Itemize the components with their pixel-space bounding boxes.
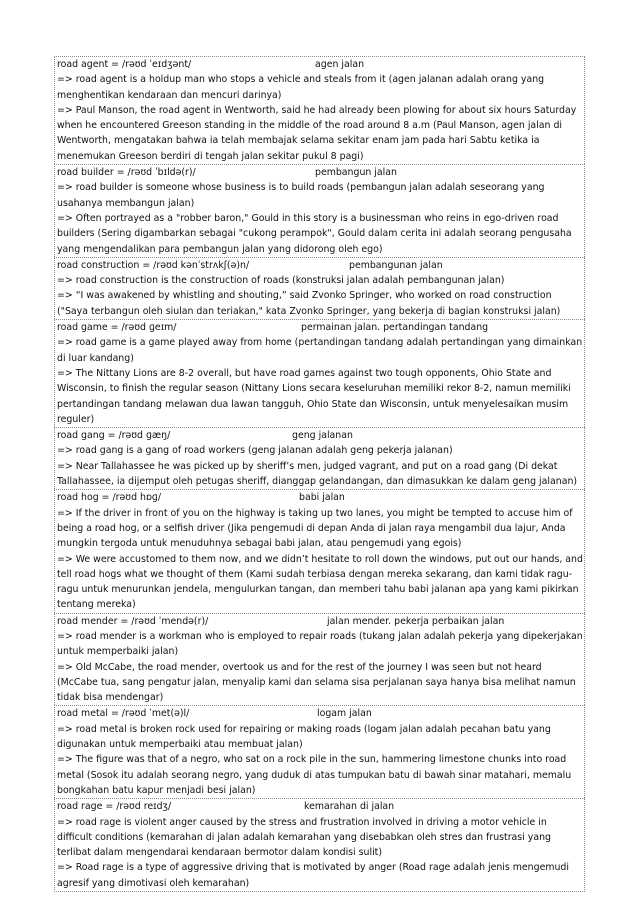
entry-header: [57, 706, 583, 721]
entry-translation: agen jalan: [315, 59, 365, 70]
dictionary-entry: [54, 257, 585, 319]
entry-header: [57, 490, 583, 505]
entry-term: road game = /rəʊd ɡeɪm/: [57, 322, 177, 334]
entry-definition: => road game is a game played away from home (pertandingan tandang adalah pertandingan yang dimainkan di luar kandang): [57, 337, 583, 364]
entry-definition: => road builder is someone whose business is to build roads (pembangun jalan adalah seseorang yang usahanya membangun jalan): [57, 182, 545, 209]
entry-definition: => road metal is broken rock used for repairing or making roads (logam jalan adalah pecahan batu yang digunakan untuk memperbaiki atau membuat jalan): [57, 723, 551, 751]
entry-term: road metal = /rəʊd ˈmet(ə)l/: [57, 708, 190, 720]
entry-example: => Road rage is a type of aggressive driving that is motivated by anger (Road rage adalah jenis mengemudi agresif yang dimotivasi oleh kemarahan): [57, 862, 569, 889]
dictionary-entry: [54, 164, 585, 257]
entry-translation: kemarahan di jalan: [304, 801, 395, 813]
entry-example: => The Nittany Lions are 8-2 overall, but have road games against two tough opponents, Ohio State and Wisconsin, to finish the regular season (Nittany Lions secara keseluruhan memiliki rekor 8-2, namun memiliki pertandingan tandang melawan dua lawan tangguh, Ohio State dan Wisconsin, untuk menyelesaikan musim reguler): [57, 367, 571, 425]
entry-term: road mender = /rəʊd ˈmendə(r)/: [57, 615, 209, 627]
entry-translation: jalan mender. pekerja perbaikan jalan: [327, 615, 505, 627]
entry-definition: => road agent is a holdup man who stops a vehicle and steals from it (agen jalanan adalah orang yang menghentikan kendaraan dan mencuri darinya): [57, 74, 545, 101]
dictionary-entry: [54, 798, 585, 892]
entry-header: [57, 428, 583, 443]
entry-term: road construction = /rəʊd kənˈstrʌkʃ(ə)n/: [57, 259, 250, 271]
entry-example: => We were accustomed to them now, and we didn’t hesitate to roll down the windows, put out our hands, and tell road hogs what we thought of them (Kami sudah terbiasa dengan mereka sekarang, dan kami tidak ragu-ragu untuk menurunkan jendela, mengulurkan tangan, dan memberi tahu babi jalanan apa yang kami pikirkan tentang mereka): [57, 553, 583, 611]
entry-example: => “I was awakened by whistling and shouting,” said Zvonko Springer, who worked on road construction ("Saya terbangun oleh siulan dan teriakan," kata Zvonko Springer, yang bekerja di bagian konstruksi jalan): [57, 290, 561, 317]
dictionary-entry: [54, 489, 585, 612]
entry-translation: babi jalan: [299, 492, 345, 504]
dictionary-entry: [54, 427, 585, 489]
entry-term: road agent = /rəʊd ˈeɪdʒənt/: [57, 59, 192, 70]
entry-translation: logam jalan: [317, 708, 372, 720]
entry-example: => Old McCabe, the road mender, overtook us and for the rest of the journey I was seen but not heard (McCabe tua, sang pengatur jalan, menyalip kami dan selama sisa perjalanan saya hanya bisa melihat namun tidak bisa mendengar): [57, 661, 576, 704]
entry-translation: permainan jalan. pertandingan tandang: [301, 322, 489, 334]
entry-header: [57, 799, 583, 814]
dictionary-entry: [54, 705, 585, 798]
entry-definition: => road construction is the construction of roads (konstruksi jalan adalah pembangunan jalan): [57, 275, 505, 287]
dictionary-entry: [54, 56, 585, 164]
entry-header: [57, 57, 583, 72]
document-page: [54, 56, 585, 892]
entry-header: [57, 614, 583, 629]
entry-header: [57, 320, 583, 335]
entry-translation: geng jalanan: [292, 430, 353, 442]
entry-term: road gang = /rəʊd ɡæŋ/: [57, 430, 171, 442]
entry-example: => Often portrayed as a "robber baron," Gould in this story is a businessman who reins in ego-driven road builders (Sering digambarkan sebagai "cukong perampok", Gould dalam cerita ini adalah seorang pengusaha yang mengendalikan para pembangun jalan yang didorong oleh ego): [57, 212, 572, 255]
entry-translation: pembangunan jalan: [349, 259, 443, 271]
entry-example: => Paul Manson, the road agent in Wentworth, said he had already been plowing for about six hours Saturday when he encountered Greeson standing in the middle of the road around 8 a.m (Paul Manson, agen jalan di Wentworth, mengatakan bahwa ia telah membajak selama sekitar enam jam pada hari Sabtu ketika ia menemukan Greeson berdiri di tengah jalan sekitar pukul 8 pagi): [57, 104, 577, 162]
entry-term: road hog = /rəʊd hɒɡ/: [57, 492, 162, 504]
entry-example: => The figure was that of a negro, who sat on a rock pile in the sun, hammering limestone chunks into road metal (Sosok itu adalah seorang negro, yang duduk di atas tumpukan batu di bawah sinar matahari, memalu bongkahan batu kapur menjadi besi jalan): [57, 754, 572, 796]
dictionary-entry: [54, 613, 585, 706]
entry-definition: => If the driver in front of you on the highway is taking up two lanes, you might be tempted to accuse him of being a road hog, or a selfish driver (Jika pengemudi di depan Anda di jalan raya mengambil dua lajur, Anda mungkin tergoda untuk menuduhnya sebagai babi jalan, atau pengemudi yang egois): [57, 507, 573, 550]
entry-translation: pembangun jalan: [315, 167, 397, 179]
entry-definition: => road rage is violent anger caused by the stress and frustration involved in driving a motor vehicle in difficult conditions (kemarahan di jalan adalah kemarahan yang disebabkan oleh stres dan frustrasi yang terlibat dalam mengendarai kendaraan bermotor dalam kondisi sulit): [57, 816, 551, 859]
entry-term: road builder = /rəʊd ˈbɪldə(r)/: [57, 167, 196, 179]
dictionary-entry: [54, 319, 585, 427]
entry-header: [57, 258, 583, 273]
entry-header: [57, 165, 583, 180]
entry-definition: => road mender is a workman who is employed to repair roads (tukang jalan adalah pekerja yang dipekerjakan untuk memperbaiki jalan): [57, 630, 583, 658]
entry-term: road rage = /rəʊd reɪdʒ/: [57, 801, 172, 813]
entry-example: => Near Tallahassee he was picked up by sheriff’s men, judged vagrant, and put on a road gang (Di dekat Tallahassee, ia dijemput oleh petugas sheriff, dianggap gelandangan, dan dimasukkan ke dalam geng jalanan): [57, 460, 578, 488]
entry-definition: => road gang is a gang of road workers (geng jalanan adalah geng pekerja jalanan): [57, 445, 453, 457]
